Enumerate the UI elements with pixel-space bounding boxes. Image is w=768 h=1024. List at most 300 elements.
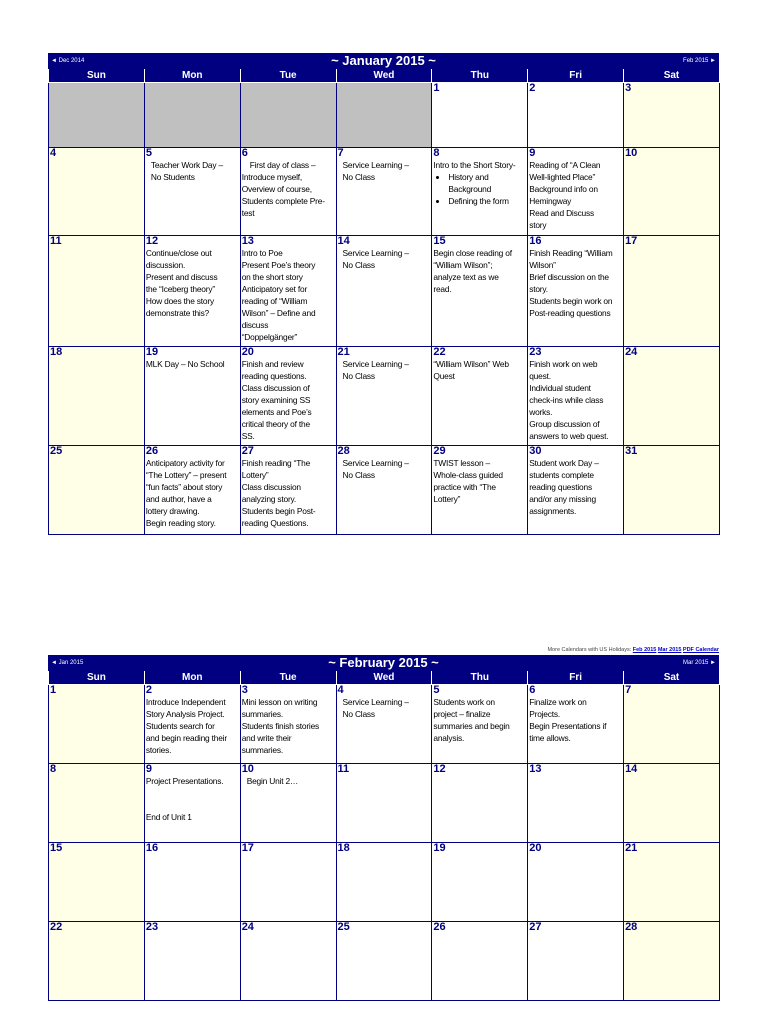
note-line: How does the story (145, 296, 214, 306)
day-number: 11 (50, 235, 62, 247)
empty-day-cell (240, 83, 336, 148)
pdf-calendar-link[interactable]: PDF Calendar (682, 647, 719, 653)
week-row (49, 236, 720, 347)
day-note (241, 696, 336, 756)
note-line: Present and discuss (145, 272, 218, 282)
day-cell[interactable] (240, 347, 336, 446)
day-cell[interactable] (624, 446, 720, 535)
weekday-header-row (49, 69, 720, 83)
note-line: Finish Reading “William (529, 248, 613, 258)
note-line: Project Presentations. (145, 776, 224, 786)
day-note (528, 457, 623, 517)
note-line: story examining SS (241, 395, 311, 405)
note-line: demonstrate this? (145, 308, 210, 318)
weekday-header-tue: Tue (240, 671, 336, 685)
note-line: Teacher Work Day – (150, 160, 223, 170)
note-line: assignments. (529, 506, 577, 516)
note-line: Begin close reading of (433, 248, 512, 258)
note-line: First day of class – (249, 160, 316, 170)
day-cell[interactable] (144, 347, 240, 446)
note-line: Finish reading “The (241, 458, 311, 468)
day-number: 1 (433, 82, 440, 94)
note-line: summaries. (241, 745, 283, 755)
day-cell[interactable] (528, 347, 624, 446)
note-line: Projects. (529, 709, 560, 719)
note-line: summaries and begin (433, 721, 510, 731)
note-line: “Doppelgänger” (241, 332, 298, 342)
day-cell[interactable] (624, 764, 720, 843)
note-line: students complete (529, 470, 594, 480)
day-cell[interactable] (528, 685, 624, 764)
weekday-header-sat: Sat (624, 671, 720, 685)
day-number: 8 (433, 147, 440, 159)
note-line: No Class (342, 709, 375, 719)
day-cell[interactable] (49, 148, 145, 236)
day-number: 9 (145, 763, 152, 775)
day-cell[interactable] (49, 446, 145, 535)
day-cell[interactable] (528, 83, 624, 148)
day-note (241, 775, 336, 787)
note-line: Group discussion of (529, 419, 600, 429)
day-number: 11 (337, 763, 350, 775)
day-cell[interactable] (432, 148, 528, 236)
note-line: analyze text as we (433, 272, 499, 282)
day-number: 23 (529, 346, 542, 358)
day-number: 28 (337, 445, 350, 457)
day-cell[interactable] (624, 83, 720, 148)
prev-month-link[interactable]: ◄ Jan 2015 (51, 660, 84, 666)
note-line: Wilson” – Define and (241, 308, 316, 318)
mar-2015-link[interactable]: Mar 2015 (657, 647, 682, 653)
note-line: critical theory of the (241, 419, 310, 429)
weekday-header-wed: Wed (336, 69, 432, 83)
note-line: and begin reading their (145, 733, 227, 743)
note-line: Finish work on web (529, 359, 598, 369)
note-line: practice with “The (433, 482, 496, 492)
note-line: No Class (342, 260, 375, 270)
day-note (528, 159, 623, 231)
day-cell[interactable] (49, 922, 145, 1001)
day-number: 18 (50, 346, 63, 358)
day-number: 3 (625, 82, 632, 94)
day-cell[interactable] (144, 236, 240, 347)
note-line: stories. (145, 745, 172, 755)
day-cell[interactable] (240, 148, 336, 236)
day-note (145, 159, 240, 183)
day-cell[interactable] (144, 922, 240, 1001)
day-cell[interactable] (336, 764, 432, 843)
day-cell[interactable] (624, 843, 720, 922)
note-line: Begin Unit 2… (246, 776, 299, 786)
day-cell[interactable] (432, 764, 528, 843)
day-note (432, 696, 527, 744)
note-line: read. (433, 284, 452, 294)
day-cell[interactable] (144, 148, 240, 236)
week-row (49, 446, 720, 535)
day-note (241, 159, 336, 219)
weekday-header-sun: Sun (49, 671, 145, 685)
day-number: 31 (625, 445, 638, 457)
day-number: 29 (433, 445, 446, 457)
day-note (145, 247, 240, 319)
day-cell[interactable] (528, 843, 624, 922)
note-line: Finalize work on (529, 697, 587, 707)
note-bullet-item: • Defining the form (448, 195, 526, 207)
day-cell[interactable] (144, 685, 240, 764)
week-row (49, 843, 720, 922)
empty-day-cell (336, 83, 432, 148)
week-row (49, 347, 720, 446)
day-number: 6 (241, 147, 248, 159)
note-line: Begin reading story. (145, 518, 216, 528)
day-cell[interactable] (49, 347, 145, 446)
note-line: Students work on (433, 697, 495, 707)
note-line: analyzing story. (241, 494, 297, 504)
month-title: ~ February 2015 ~ (328, 655, 439, 670)
day-number: 2 (529, 82, 536, 94)
day-number: 8 (50, 763, 57, 775)
note-line: reading of “William (241, 296, 308, 306)
note-line: Students finish stories (241, 721, 320, 731)
day-note (337, 159, 432, 183)
day-cell[interactable] (624, 347, 720, 446)
note-line: Begin Presentations if (529, 721, 607, 731)
day-cell[interactable] (336, 843, 432, 922)
day-number: 21 (337, 346, 350, 358)
note-line: Service Learning – (342, 359, 409, 369)
note-line: Introduce myself, (241, 172, 303, 182)
day-number: 9 (529, 147, 536, 159)
day-number: 16 (529, 235, 542, 247)
day-number: 5 (433, 684, 440, 696)
note-line: Class discussion of (241, 383, 310, 393)
calendar-february-2015 (48, 655, 719, 1001)
day-note (337, 247, 432, 271)
day-cell[interactable] (336, 148, 432, 236)
note-line: and write their (241, 733, 292, 743)
weekday-header-thu: Thu (432, 69, 528, 83)
note-line: No Class (342, 172, 375, 182)
day-number: 28 (625, 921, 638, 933)
day-note (145, 358, 240, 370)
weekday-header-tue: Tue (240, 69, 336, 83)
day-cell[interactable] (624, 236, 720, 347)
day-note (337, 696, 432, 720)
note-line: discuss (241, 320, 269, 330)
note-line: Story Analysis Project. (145, 709, 225, 719)
day-cell[interactable] (144, 764, 240, 843)
note-line: Introduce Independent (145, 697, 226, 707)
note-line: Continue/close out (145, 248, 212, 258)
day-number: 4 (337, 684, 344, 696)
note-line: Service Learning – (342, 458, 409, 468)
day-note (528, 247, 623, 319)
weekday-header-sun: Sun (49, 69, 145, 83)
prev-month-link[interactable]: ◄ Dec 2014 (51, 58, 85, 64)
more-calendars-bar (547, 646, 719, 654)
empty-day-cell (49, 83, 145, 148)
day-note (528, 358, 623, 442)
note-line: reading questions. (241, 371, 307, 381)
day-number: 1 (50, 684, 57, 696)
day-note (145, 775, 240, 823)
note-line: Service Learning – (342, 248, 409, 258)
note-line: Background info on (529, 184, 598, 194)
empty-day-cell (144, 83, 240, 148)
note-line: End of Unit 1 (145, 812, 192, 822)
day-number: 25 (337, 921, 350, 933)
month-header (48, 655, 719, 671)
day-cell[interactable] (528, 236, 624, 347)
note-line: Whole-class guided (433, 470, 503, 480)
note-bullet-list (433, 171, 526, 207)
week-row (49, 922, 720, 1001)
day-number: 12 (145, 235, 159, 247)
day-note (432, 358, 527, 382)
note-line: Intro to Poe (241, 248, 283, 258)
day-cell[interactable] (432, 843, 528, 922)
day-cell[interactable] (624, 685, 720, 764)
day-cell[interactable] (240, 843, 336, 922)
day-number: 15 (50, 842, 63, 854)
note-line: Individual student (529, 383, 591, 393)
note-line: Class discussion (241, 482, 301, 492)
day-note (145, 457, 240, 529)
calendar-january-2015 (48, 53, 719, 535)
day-cell[interactable] (240, 764, 336, 843)
note-line: on the short story (241, 272, 303, 282)
day-cell[interactable] (432, 236, 528, 347)
note-line: lottery drawing. (145, 506, 200, 516)
day-number: 5 (145, 147, 152, 159)
day-number: 24 (241, 921, 254, 933)
day-number: 22 (433, 346, 446, 358)
note-line: story. (529, 284, 548, 294)
weekday-header-fri: Fri (528, 671, 624, 685)
note-line: Present Poe’s theory (241, 260, 316, 270)
day-number: 10 (241, 763, 254, 775)
day-number: 20 (529, 842, 542, 854)
note-line: MLK Day – No School (145, 359, 225, 369)
day-number: 13 (529, 763, 542, 775)
day-number: 7 (625, 684, 632, 696)
day-number: 19 (433, 842, 446, 854)
note-spacer (146, 787, 239, 811)
day-cell[interactable] (240, 922, 336, 1001)
note-line: story (529, 220, 547, 230)
note-line: No Class (342, 371, 375, 381)
day-number: 23 (145, 921, 159, 933)
weekday-header-mon: Mon (144, 671, 240, 685)
month-grid (48, 671, 720, 1001)
day-number: 20 (241, 346, 254, 358)
day-cell[interactable] (240, 446, 336, 535)
note-line: elements and Poe’s (241, 407, 312, 417)
day-note (432, 247, 527, 295)
weekday-header-fri: Fri (528, 69, 624, 83)
day-number: 15 (433, 235, 446, 247)
month-header (48, 53, 719, 69)
note-line: Anticipatory set for (241, 284, 308, 294)
note-line: Well-lighted Place” (529, 172, 596, 182)
day-note (432, 159, 527, 207)
note-line: and author, have a (145, 494, 212, 504)
note-line: works. (529, 407, 553, 417)
note-line: test (241, 208, 255, 218)
note-line: Student work Day – (529, 458, 599, 468)
day-cell[interactable] (432, 922, 528, 1001)
note-line: answers to web quest. (529, 431, 609, 441)
note-line: Reading of “A Clean (529, 160, 601, 170)
day-number: 3 (241, 684, 248, 696)
note-line: project – finalize (433, 709, 491, 719)
week-row (49, 83, 720, 148)
weekday-header-row (49, 671, 720, 685)
note-line: Brief discussion on the (529, 272, 609, 282)
day-number: 16 (145, 842, 159, 854)
day-note (337, 358, 432, 382)
note-line: summaries. (241, 709, 283, 719)
note-line: Post-reading questions (529, 308, 611, 318)
day-cell[interactable] (336, 446, 432, 535)
note-line: reading questions (529, 482, 592, 492)
day-number: 18 (337, 842, 350, 854)
day-note (337, 457, 432, 481)
day-number: 19 (145, 346, 159, 358)
note-line: Students complete Pre- (241, 196, 325, 206)
day-cell[interactable] (624, 922, 720, 1001)
day-cell[interactable] (528, 764, 624, 843)
day-note (145, 696, 240, 756)
note-line: Wilson” (529, 260, 556, 270)
day-cell[interactable] (240, 236, 336, 347)
note-line: Mini lesson on writing (241, 697, 318, 707)
day-number: 7 (337, 147, 344, 159)
day-note (528, 696, 623, 744)
note-line: and/or any missing (529, 494, 596, 504)
day-cell[interactable] (336, 236, 432, 347)
weekday-header-mon: Mon (144, 69, 240, 83)
day-cell[interactable] (49, 236, 145, 347)
day-number: 24 (625, 346, 638, 358)
day-number: 14 (337, 235, 350, 247)
note-line: TWIST lesson – (433, 458, 490, 468)
note-line: “William Wilson”; (433, 260, 493, 270)
day-number: 14 (625, 763, 638, 775)
day-number: 22 (50, 921, 63, 933)
day-cell[interactable] (336, 347, 432, 446)
note-line: “William Wilson” Web (433, 359, 509, 369)
day-cell[interactable] (432, 347, 528, 446)
day-note (241, 457, 336, 529)
note-line: Read and Discuss (529, 208, 594, 218)
note-line: Students begin Post- (241, 506, 316, 516)
month-title: ~ January 2015 ~ (331, 53, 436, 68)
day-number: 26 (145, 445, 159, 457)
weekday-header-thu: Thu (432, 671, 528, 685)
note-line: Service Learning – (342, 160, 409, 170)
day-cell[interactable] (144, 843, 240, 922)
note-line: SS. (241, 431, 255, 441)
day-cell[interactable] (432, 83, 528, 148)
day-number: 27 (241, 445, 254, 457)
day-number: 21 (625, 842, 638, 854)
day-number: 10 (625, 147, 638, 159)
week-row (49, 148, 720, 236)
note-line: check-ins while class (529, 395, 604, 405)
note-line: Service Learning – (342, 697, 409, 707)
day-number: 6 (529, 684, 536, 696)
day-cell[interactable] (528, 446, 624, 535)
note-bullet-item: • History and Background (448, 171, 526, 195)
note-line: Lottery” (241, 470, 269, 480)
note-line: Overview of course, (241, 184, 312, 194)
note-line: “The Lottery” – present (145, 470, 227, 480)
month-grid (48, 69, 720, 535)
note-line: Students begin work on (529, 296, 613, 306)
day-cell[interactable] (432, 685, 528, 764)
note-line: Finish and review (241, 359, 304, 369)
next-month-link[interactable]: Mar 2015 ► (683, 660, 716, 666)
day-number: 2 (145, 684, 152, 696)
day-cell[interactable] (624, 148, 720, 236)
more-calendars-label: More Calendars with US Holidays: (547, 647, 632, 653)
day-number: 4 (50, 147, 57, 159)
note-line: reading Questions. (241, 518, 309, 528)
day-cell[interactable] (49, 764, 145, 843)
day-note (432, 457, 527, 505)
day-cell[interactable] (336, 922, 432, 1001)
day-cell[interactable] (528, 148, 624, 236)
day-number: 25 (50, 445, 63, 457)
note-line: No Class (342, 470, 375, 480)
note-line: Anticipatory activity for (145, 458, 225, 468)
week-row (49, 685, 720, 764)
day-cell[interactable] (432, 446, 528, 535)
weekday-header-sat: Sat (624, 69, 720, 83)
note-line: discussion. (145, 260, 186, 270)
day-cell[interactable] (49, 685, 145, 764)
week-row (49, 764, 720, 843)
note-line: quest. (529, 371, 551, 381)
weekday-header-wed: Wed (336, 671, 432, 685)
day-number: 13 (241, 235, 254, 247)
note-line: time allows. (529, 733, 571, 743)
day-cell[interactable] (240, 685, 336, 764)
day-number: 17 (625, 235, 638, 247)
day-number: 26 (433, 921, 446, 933)
day-number: 30 (529, 445, 542, 457)
note-line: Intro to the Short Story- (433, 160, 516, 170)
note-line: analysis. (433, 733, 465, 743)
note-line: Hemingway (529, 196, 572, 206)
day-note (241, 247, 336, 343)
note-line: No Students (150, 172, 195, 182)
day-number: 17 (241, 842, 254, 854)
note-line: Lottery” (433, 494, 461, 504)
day-cell[interactable] (336, 685, 432, 764)
note-line: the “Iceberg theory” (145, 284, 215, 294)
note-line: “fun facts” about story (145, 482, 223, 492)
day-cell[interactable] (144, 446, 240, 535)
feb-2015-link[interactable]: Feb 2015 (632, 647, 657, 653)
day-number: 12 (433, 763, 446, 775)
next-month-link[interactable]: Feb 2015 ► (683, 58, 716, 64)
day-cell[interactable] (528, 922, 624, 1001)
day-cell[interactable] (49, 843, 145, 922)
day-note (241, 358, 336, 442)
note-line: Students search for (145, 721, 215, 731)
